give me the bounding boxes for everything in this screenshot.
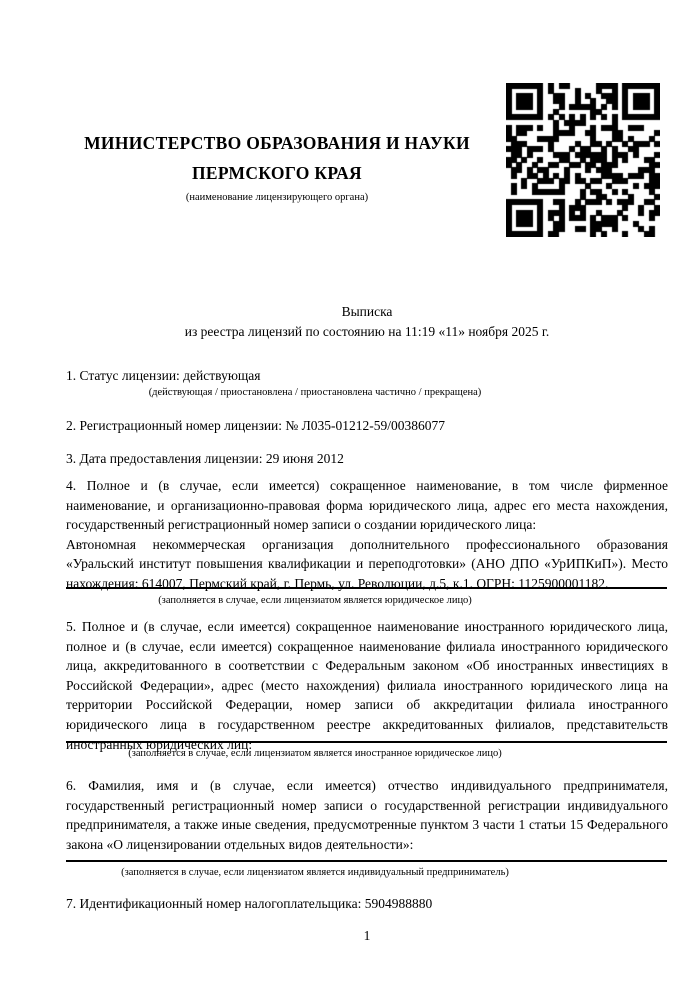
licensing-authority-caption: (наименование лицензирующего органа) (185, 192, 369, 203)
foreign-entity-caption: (заполняется в случае, если лицензиатом является иностранное юридическое лицо) (128, 748, 502, 759)
license-status-line: 1. Статус лицензии: действующая (66, 368, 261, 383)
licensing-authority-header (40, 128, 514, 205)
legal-entity-label: 4. Полное и (в случае, если имеется) сокращенное наименование, в том числе фирменное наименование, и организационно-правовая форма юридического лица, адрес его места нахождения, государственный регистрационный номер записи о создании юридического лица: (66, 478, 668, 533)
registration-number-line: 2. Регистрационный номер лицензии: № Л035-01212-59/00386077 (66, 418, 446, 433)
foreign-entity-field-underline (66, 741, 667, 743)
legal-entity-field-underline (66, 587, 667, 589)
page-number: 1 (363, 928, 371, 943)
taxpayer-id-line: 7. Идентификационный номер налогоплательщика: 5904988880 (66, 896, 433, 911)
legal-entity-caption: (заполняется в случае, если лицензиатом является юридическое лицо) (158, 595, 472, 606)
foreign-entity-section (66, 617, 668, 754)
legal-entity-value: Автономная некоммерческая организация дополнительного профессионального образования «Уральский институт повышения квалификации и переподготовки» (АНО ДПО «УрИПКиП»). Место нахождения: 614007, Пермский край, г. Пермь, ул. Революции, д.5, к.1. ОГРН: 1125900001182. (66, 536, 668, 591)
legal-entity-section (66, 476, 668, 594)
document-title-block (66, 302, 668, 342)
entrepreneur-section (66, 776, 668, 854)
entrepreneur-caption: (заполняется в случае, если лицензиатом является индивидуальный предприниматель) (121, 867, 509, 878)
qr-code-icon (506, 83, 660, 237)
document-subtitle: из реестра лицензий по состоянию на 11:19 «11» ноября 2025 г. (184, 324, 550, 339)
entrepreneur-field-underline (66, 860, 667, 862)
document-title: Выписка (341, 304, 393, 319)
ministry-name-line2: ПЕРМСКОГО КРАЯ (192, 163, 362, 183)
license-status-options-caption: (действующая / приостановлена / приостановлена частично / прекращена) (148, 387, 482, 398)
foreign-entity-label: 5. Полное и (в случае, если имеется) сокращенное наименование иностранного юридического лица, полное и (в случае, если имеется) сокращенное наименование филиала иностранного юридического лица, аккредитованного в соответствии с Федеральным законом «Об иностранных инвестициях в Российской Федерации», адрес (место нахождения) филиала иностранного юридического лица на территории Российской Федерации, номер записи об аккредитации филиала иностранного юридического лица в государственном реестре аккредитованных филиалов, представительств иностранных юридических лиц: (66, 619, 668, 752)
grant-date-line: 3. Дата предоставления лицензии: 29 июня 2012 (66, 451, 344, 466)
entrepreneur-label: 6. Фамилия, имя и (в случае, если имеется) отчество индивидуального предпринимателя, государственный регистрационный номер записи о государственной регистрации индивидуального предпринимателя, а также иные сведения, предусмотренные пунктом 3 части 1 статьи 15 Федерального закона «О лицензировании отдельных видов деятельности»: (66, 778, 668, 852)
ministry-name-line1: МИНИСТЕРСТВО ОБРАЗОВАНИЯ И НАУКИ (84, 133, 470, 153)
